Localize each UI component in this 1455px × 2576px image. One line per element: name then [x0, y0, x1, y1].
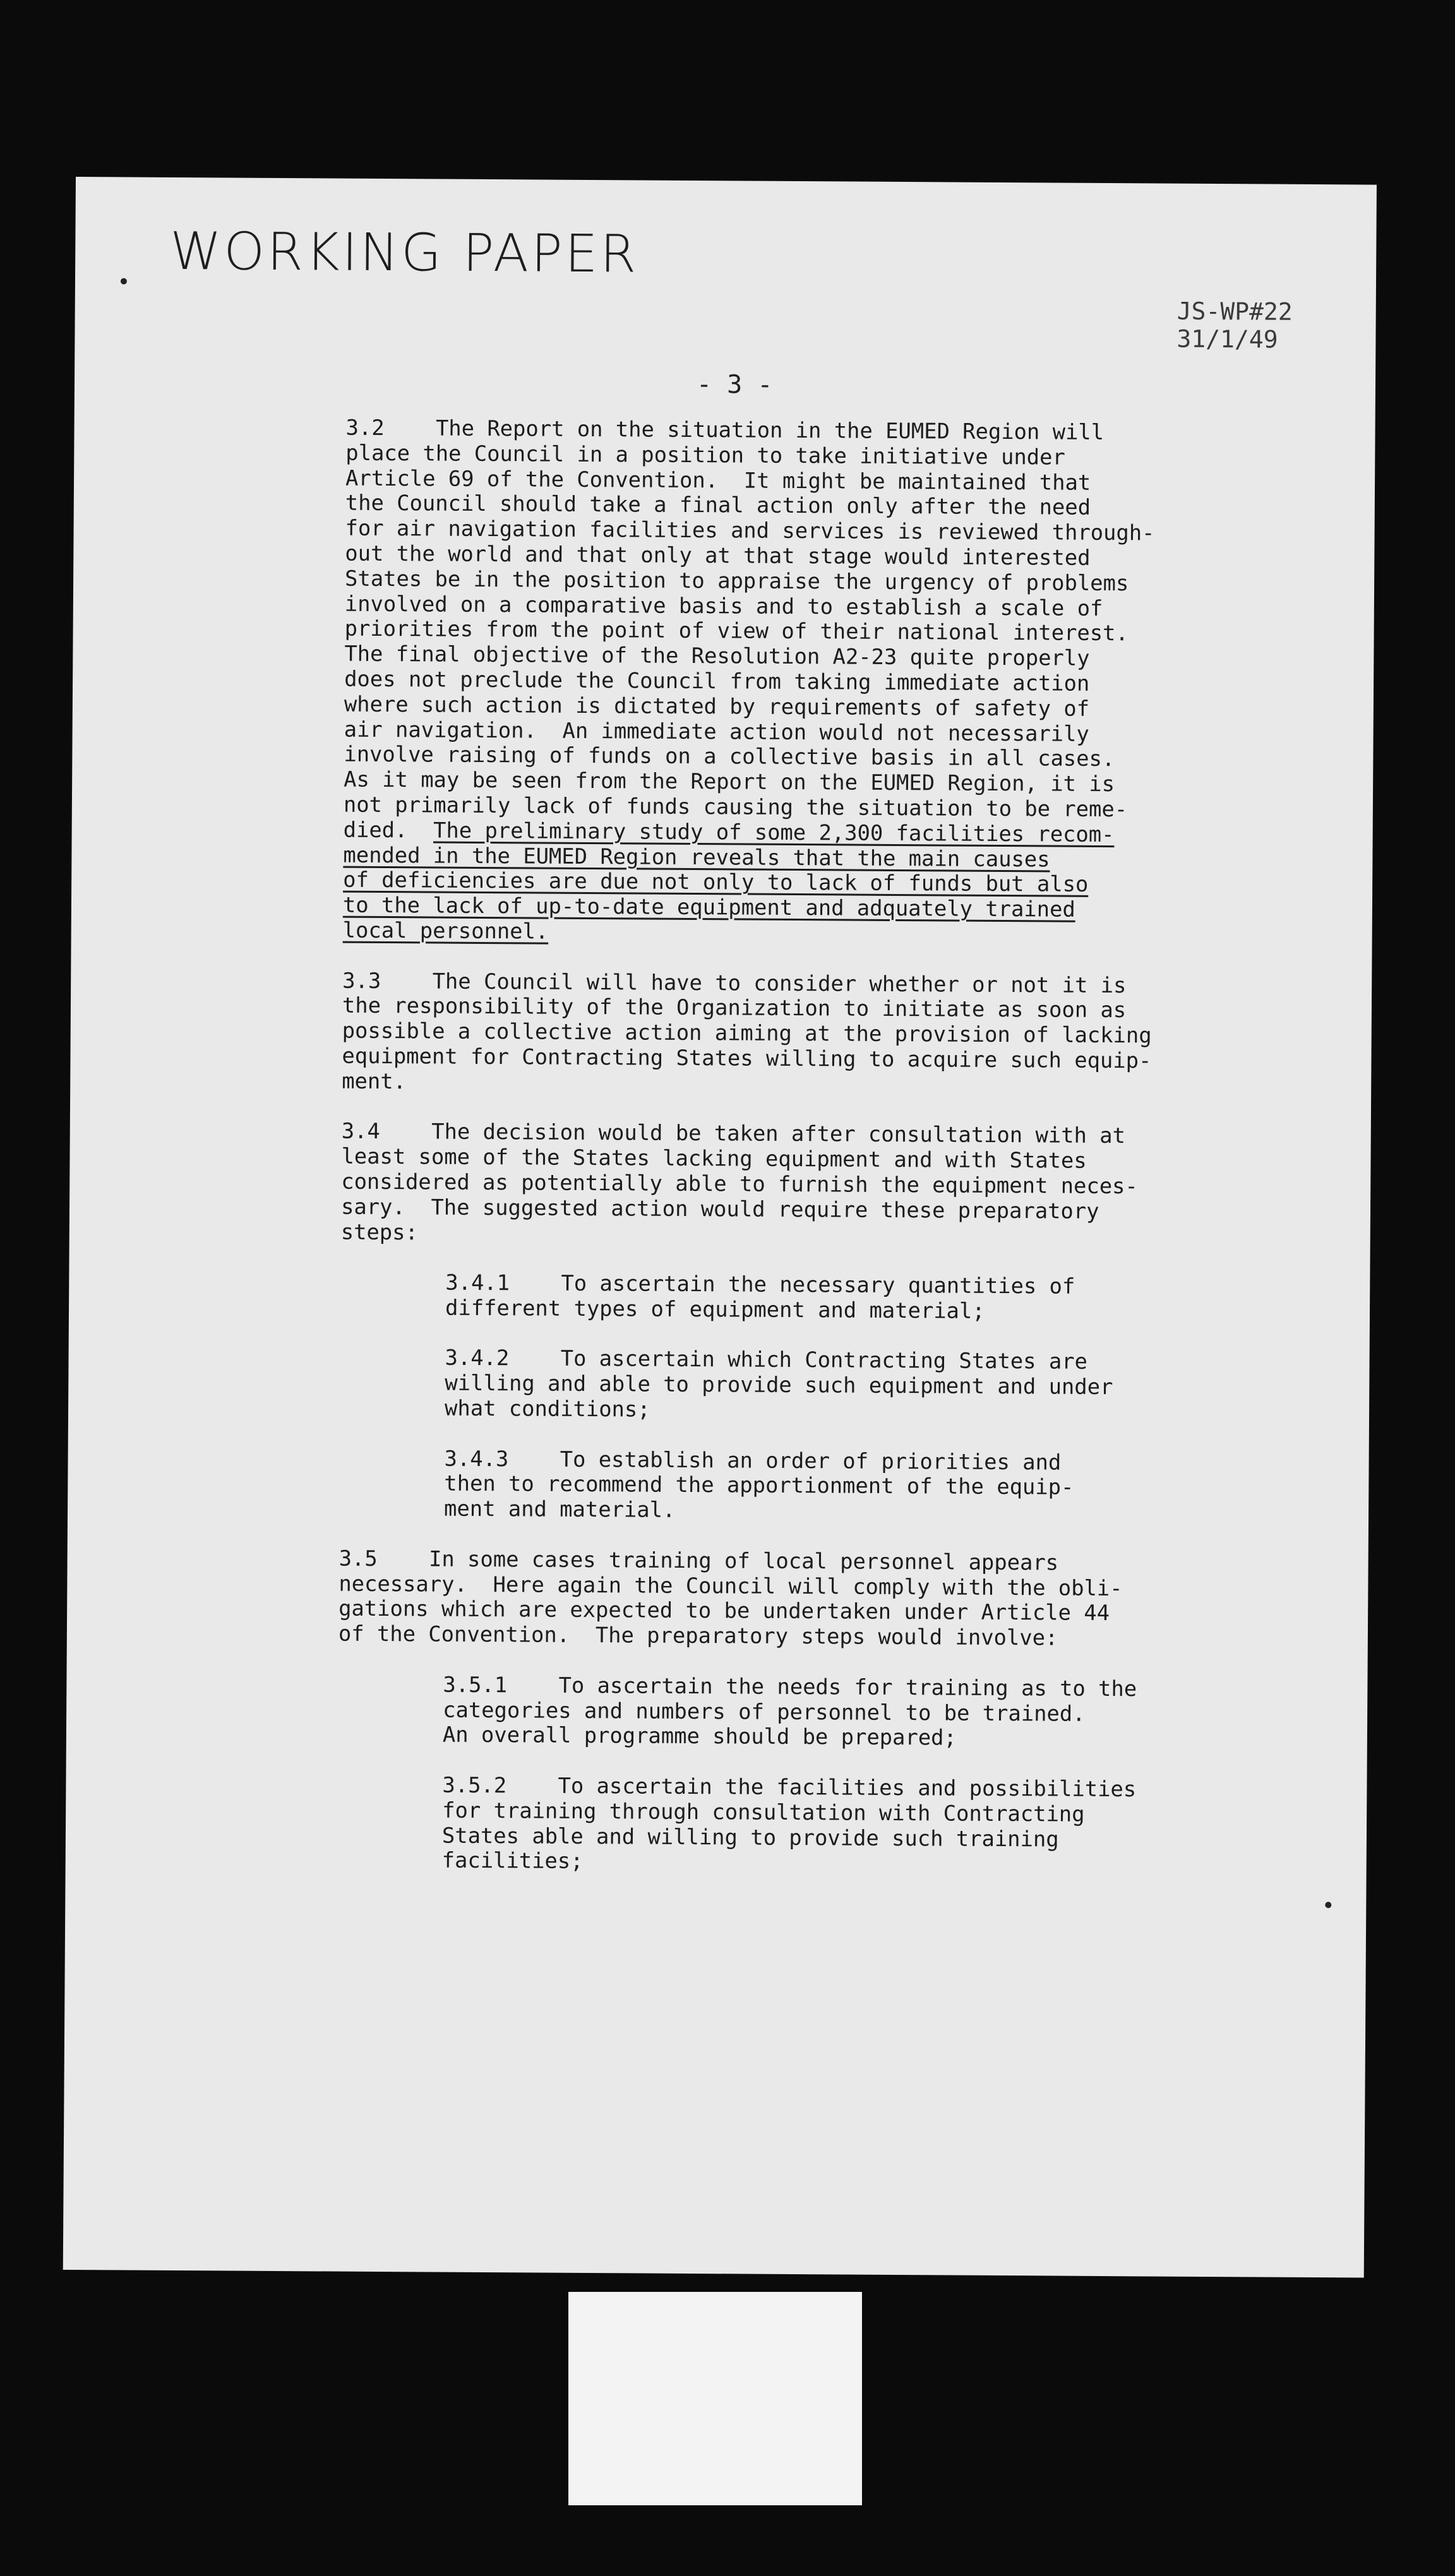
document-body	[337, 415, 1156, 1878]
blank-target-card	[568, 2292, 862, 2505]
text-line: 3.5 In some cases training of local personnel appears	[338, 1546, 1059, 1575]
text-lead: died.	[343, 817, 434, 843]
text-line: the Council should take a final action only after the need	[345, 491, 1091, 520]
paragraph-3-2	[343, 415, 1156, 948]
subparagraph-3-5-1	[338, 1671, 1148, 1751]
text-line: States be in the position to appraise the urgency of problems	[345, 566, 1129, 595]
text-line: 3.2 The Report on the situation in the EUMED Region will	[345, 415, 1105, 444]
text-line: 3.4.3 To establish an order of priorities and	[444, 1446, 1062, 1475]
underlined-text: to the lack of up-to-date equipment and adquately trained	[342, 892, 1075, 922]
text-line: 3.4.2 To ascertain which Contracting States are	[445, 1345, 1088, 1374]
text-line: 3.3 The Council will have to consider whether or not it is	[342, 968, 1127, 998]
underlined-text: mended in the EUMED Region reveals that the main causes	[343, 842, 1050, 871]
text-line: Article 69 of the Convention. It might be maintained that	[345, 465, 1091, 495]
text-line: facilities;	[441, 1848, 584, 1874]
text-line: equipment for Contracting States willing to acquire such equip-	[342, 1043, 1152, 1073]
text-line: States able and willing to provide such training	[441, 1823, 1059, 1852]
ink-speck	[121, 278, 127, 284]
text-line: the responsibility of the Organization to initiate as soon as	[342, 993, 1127, 1023]
text-line: steps:	[340, 1219, 419, 1244]
text-line: The final objective of the Resolution A2-23 quite properly	[344, 641, 1090, 671]
text-line: 3.4.1 To ascertain the necessary quantities of	[445, 1270, 1075, 1299]
text-line: not primarily lack of funds causing the situation to be reme-	[343, 792, 1128, 822]
text-line: 3.5.1 To ascertain the needs for training as to the	[443, 1672, 1137, 1702]
working-paper-stamp: WORKING PAPER	[169, 221, 639, 285]
subparagraph-3-5-2	[337, 1772, 1147, 1878]
paragraph-3-3	[342, 968, 1152, 1099]
text-line: involved on a comparative basis and to establish a scale of	[344, 591, 1103, 621]
text-line: least some of the States lacking equipment and with States	[341, 1143, 1087, 1173]
underlined-text: The preliminary study of some 2,300 facilities recom-	[433, 818, 1115, 847]
paragraph-3-4	[341, 1119, 1151, 1249]
reference-number: JS-WP#22	[1177, 297, 1293, 326]
subparagraph-3-4-2	[340, 1345, 1150, 1425]
text-line: necessary. Here again the Council will comply with the obli-	[338, 1571, 1123, 1601]
underlined-text: local personnel.	[342, 917, 549, 944]
text-line: possible a collective action aiming at the provision of lacking	[342, 1018, 1152, 1048]
reference-date: 31/1/49	[1177, 325, 1278, 354]
text-line: involve raising of funds on a collective basis in all cases.	[344, 741, 1115, 772]
page-number: - 3 -	[696, 370, 773, 400]
subparagraph-3-4-1	[340, 1270, 1150, 1325]
text-line: categories and numbers of personnel to be trained.	[443, 1697, 1086, 1726]
text-line: willing and able to provide such equipment and under	[445, 1370, 1113, 1400]
text-line: what conditions;	[444, 1395, 650, 1422]
text-line: priorities from the point of view of their national interest.	[344, 616, 1129, 646]
text-line: air navigation. An immediate action would not necessarily	[344, 717, 1089, 746]
paragraph-3-5	[338, 1546, 1149, 1651]
underlined-text: of deficiencies are due not only to lack of funds but also	[343, 867, 1089, 897]
text-line: does not preclude the Council from taking immediate action	[344, 666, 1090, 696]
text-line	[343, 918, 1153, 948]
text-line: then to recommend the apportionment of the equip-	[444, 1471, 1074, 1500]
text-line: for air navigation facilities and services is reviewed through-	[345, 515, 1155, 546]
document-page	[63, 177, 1377, 2278]
text-line: different types of equipment and material;	[445, 1295, 985, 1323]
text-line: As it may be seen from the Report on the EUMED Region, it is	[344, 766, 1115, 797]
text-line: 3.5.2 To ascertain the facilities and possibilities	[442, 1772, 1137, 1802]
text-line: considered as potentially able to furnish the equipment neces-	[341, 1169, 1138, 1199]
text-line: ment.	[342, 1068, 407, 1094]
document-reference	[1177, 297, 1293, 354]
subparagraph-3-4-3	[339, 1445, 1149, 1525]
text-line: place the Council in a position to take initiative under	[345, 440, 1065, 470]
text-line: An overall programme should be prepared;	[442, 1722, 957, 1751]
text-line: ment and material.	[444, 1496, 676, 1523]
text-line: gations which are expected to be undertaken under Article 44	[338, 1596, 1110, 1626]
text-line: of the Convention. The preparatory steps would involve:	[338, 1621, 1058, 1650]
text-line: where such action is dictated by requirements of safety of	[344, 691, 1090, 721]
ink-speck	[1325, 1902, 1331, 1908]
text-line: out the world and that only at that stage would interested	[345, 540, 1091, 570]
text-line: 3.4 The decision would be taken after consultation with at	[341, 1118, 1126, 1148]
text-line: sary. The suggested action would require these preparatory	[340, 1194, 1099, 1224]
text-line: for training through consultation with Contracting	[442, 1798, 1085, 1827]
